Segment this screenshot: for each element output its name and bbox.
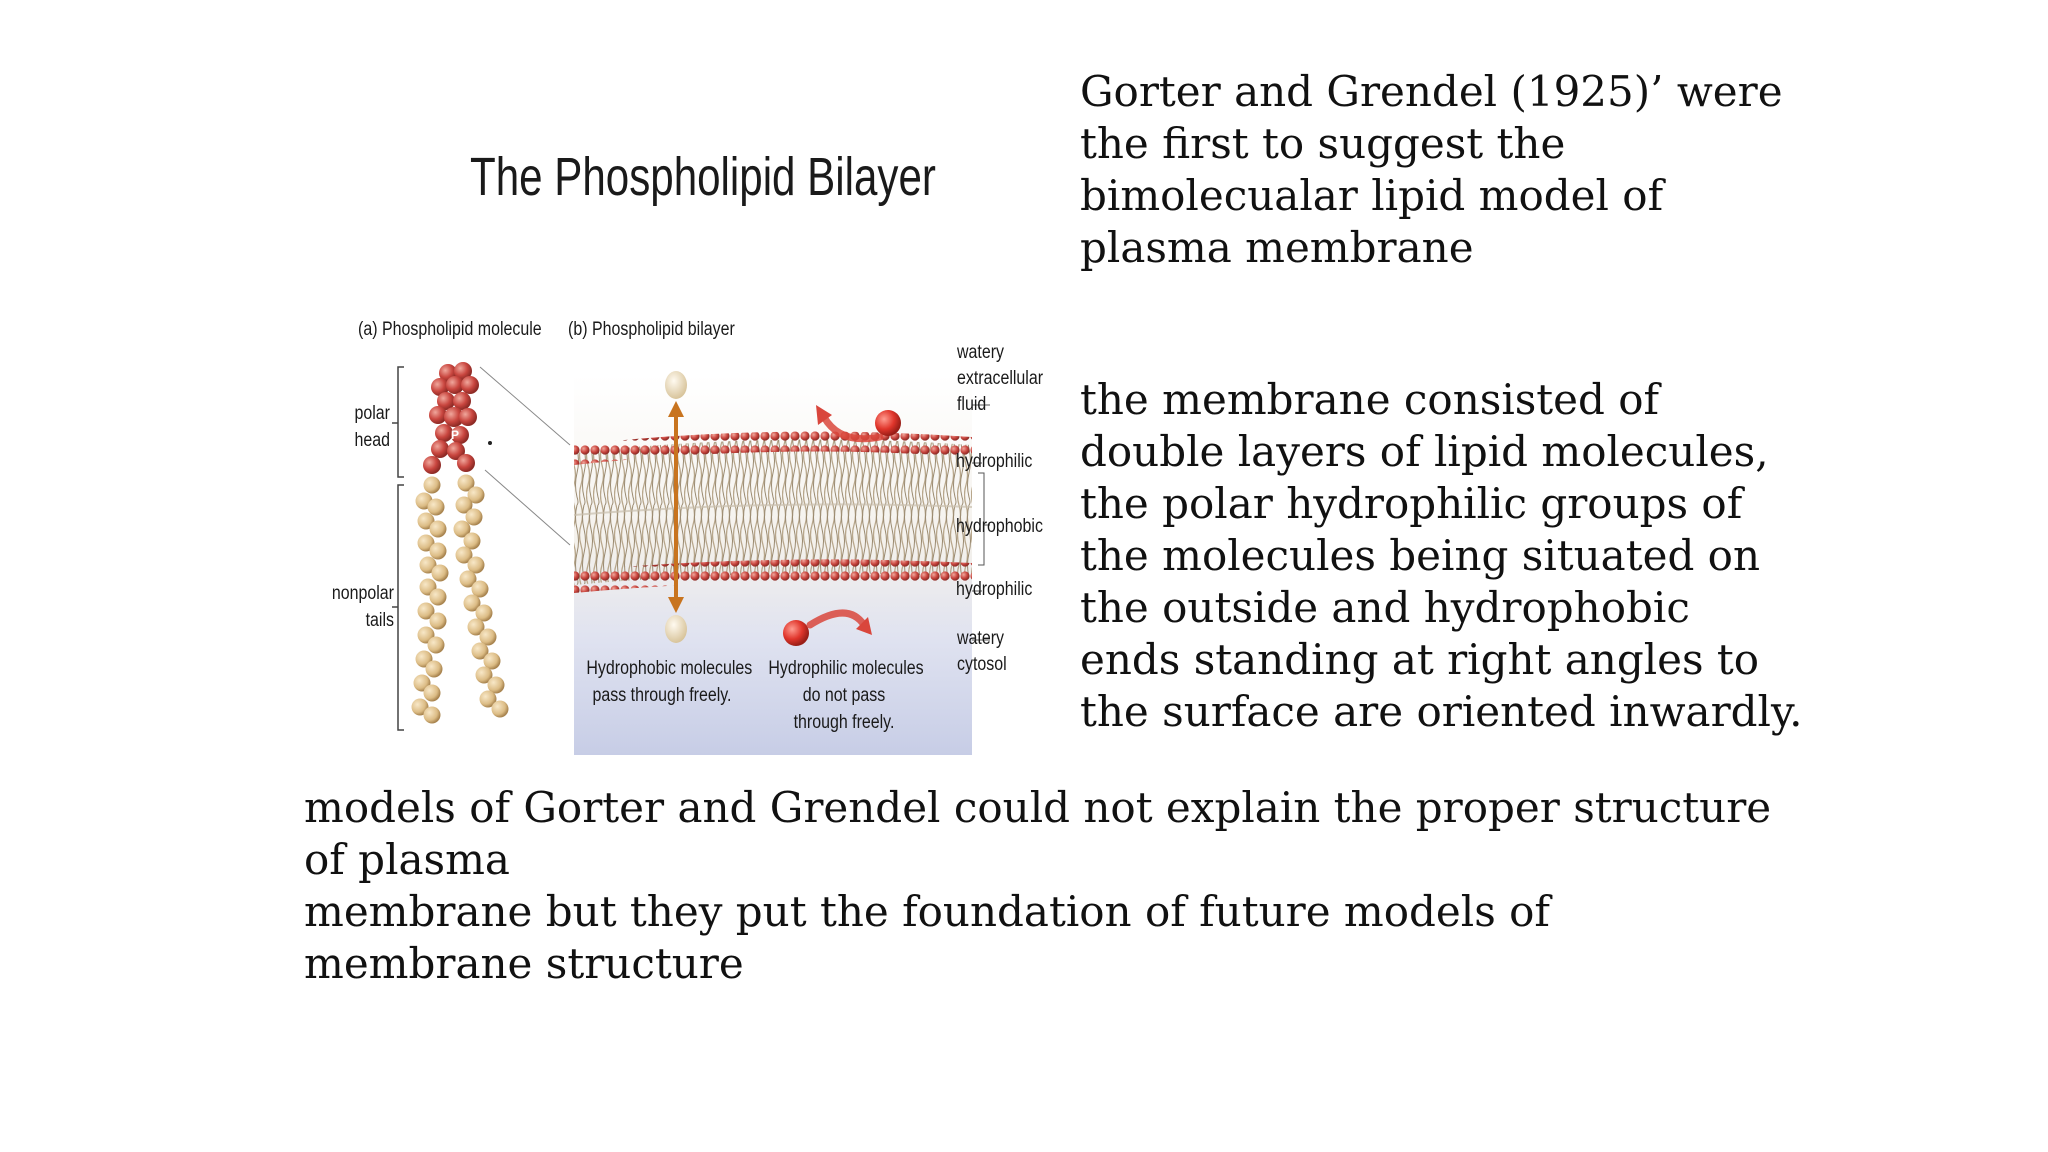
model-limitations: models of Gorter and Grendel could not explain the proper structure of plasma membrane but they put the foundation of future models of membrane structure [304,783,1772,988]
phospholipid-tails [412,475,509,724]
nonpolar-tails-label: nonpolar tails [331,583,394,631]
gorter-grendel-intro: Gorter and Grendel (1925)’ were the first to suggest the bimolecualar lipid model of plasma membrane [1080,67,1783,272]
figure-title: The Phospholipid Bilayer [470,147,936,207]
hydrophilic-bottom-label: hydrophilic [956,579,1033,600]
polar-head-label: polar head [354,403,390,451]
panel-a-label: (a) Phospholipid molecule [358,319,542,340]
watery-extracellular-label: watery extracellular fluid [957,342,1044,415]
head-letter: P [451,428,460,442]
caption-hydrophobic: Hydrophobic molecules pass through freely. [586,658,753,706]
membrane-description: the membrane consisted of double layers of lipid molecules, the polar hydrophilic groups of the molecules being situated on the outside and hydrophobic ends standing at right angles to the surface are oriented inwardly. [1080,375,1803,736]
phospholipid-head [423,362,492,474]
lipid-bilayer [574,432,972,593]
caption-hydrophilic: Hydrophilic molecules do not pass through freely. [768,658,924,733]
hydrophilic-top-label: hydrophilic [956,451,1033,472]
hydrophobic-label: hydrophobic [956,516,1043,537]
watery-cytosol-label: watery cytosol [957,628,1007,675]
panel-b-label: (b) Phospholipid bilayer [568,319,735,340]
